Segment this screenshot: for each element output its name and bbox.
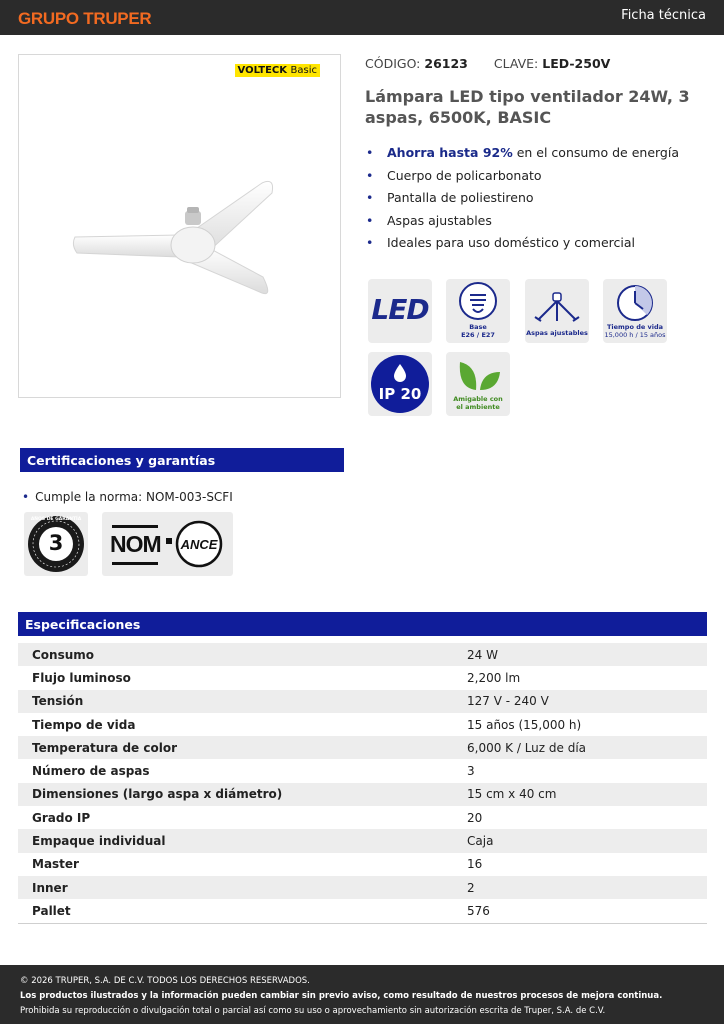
spec-row bbox=[18, 806, 707, 829]
spec-label: Flujo luminoso bbox=[32, 670, 131, 685]
spec-row bbox=[18, 783, 707, 806]
spec-label: Temperatura de color bbox=[18, 736, 453, 759]
spec-value: 127 V - 240 V bbox=[453, 690, 707, 713]
spec-value: 2,200 lm bbox=[467, 670, 521, 685]
nom-logo: NOM bbox=[110, 531, 161, 557]
clave-label: CLAVE: bbox=[493, 56, 539, 71]
brand-logo: GRUPO TRUPER bbox=[18, 9, 152, 28]
spec-row bbox=[18, 759, 707, 782]
feature-item: • Aspas ajustables bbox=[365, 213, 679, 236]
volteck-badge-sub: Basic bbox=[290, 65, 317, 76]
nom-ance-logos bbox=[102, 512, 233, 576]
spec-value: 15 cm x 40 cm bbox=[453, 783, 707, 806]
ficha-tecnica-label: Ficha técnica bbox=[621, 8, 706, 23]
feature-item: • Ahorra hasta 92% en el consumo de energía bbox=[365, 145, 679, 168]
feature-list bbox=[365, 145, 679, 258]
spec-value: 3 bbox=[467, 764, 475, 779]
volteck-badge bbox=[235, 64, 321, 77]
ip20-icon: IP 20 bbox=[368, 352, 432, 416]
spec-value: 16 bbox=[467, 857, 483, 872]
product-title: Lámpara LED tipo ventilador 24W, 3 aspas, 6500K, BASIC bbox=[365, 87, 690, 127]
lamp-image bbox=[67, 173, 287, 303]
led-icon: LED bbox=[368, 279, 432, 343]
spec-label: Tiempo de vida bbox=[32, 717, 136, 732]
spec-value: 2 bbox=[453, 876, 707, 899]
spec-row bbox=[18, 829, 707, 852]
footer-notice: Los productos ilustrados y la información pueden cambiar sin previo aviso, como resultado de nuestros procesos de mejora continua. bbox=[20, 991, 663, 1001]
spec-label: Pallet bbox=[32, 903, 71, 918]
spec-row bbox=[18, 690, 707, 713]
eco-leaf-icon: Amigable con el ambiente bbox=[446, 352, 510, 416]
spec-label: Dimensiones (largo aspa x diámetro) bbox=[18, 783, 453, 806]
feature-item: • Ideales para uso doméstico y comercial bbox=[365, 235, 679, 258]
spec-value: 24 W bbox=[453, 643, 707, 666]
spec-row bbox=[18, 876, 707, 899]
ance-logo: ANCE bbox=[180, 537, 218, 552]
specs-table bbox=[18, 643, 707, 923]
footer-legal: Prohibida su reproducción o divulgación total o parcial así como su uso o aprovechamiento sin autorización escrita de Truper, S.A. de C.V. bbox=[20, 1006, 606, 1016]
specs-bottom-divider bbox=[18, 923, 707, 924]
specs-header: Especificaciones bbox=[18, 612, 707, 636]
codigo-value: 26123 bbox=[424, 56, 468, 71]
spec-label: Grado IP bbox=[32, 810, 91, 825]
spec-row bbox=[18, 713, 707, 736]
product-photo bbox=[18, 54, 341, 398]
spec-row bbox=[18, 666, 707, 689]
lifetime-clock-icon: Tiempo de vida 15,000 h / 15 años bbox=[603, 279, 667, 343]
feature-item: • Cuerpo de policarbonato bbox=[365, 168, 679, 191]
spec-label: Consumo bbox=[18, 643, 453, 666]
spec-label: Número de aspas bbox=[32, 764, 150, 779]
top-bar bbox=[0, 0, 724, 35]
clave-value: LED-250V bbox=[542, 56, 611, 71]
spec-value: 20 bbox=[467, 810, 483, 825]
spec-label: Inner bbox=[18, 876, 453, 899]
spec-row bbox=[18, 899, 707, 922]
certifications-header: Certificaciones y garantías bbox=[20, 448, 344, 472]
spec-label: Empaque individual bbox=[18, 829, 453, 852]
volteck-badge-brand: VOLTECK bbox=[237, 65, 288, 76]
spec-label: Tensión bbox=[18, 690, 453, 713]
spec-label: Master bbox=[32, 857, 79, 872]
footer bbox=[0, 965, 724, 1024]
feature-item: • Pantalla de poliestireno bbox=[365, 190, 679, 213]
product-codes bbox=[365, 56, 610, 71]
codigo-label: CÓDIGO: bbox=[365, 56, 421, 71]
spec-value: Caja bbox=[453, 829, 707, 852]
adjustable-blades-icon: Aspas ajustables bbox=[525, 279, 589, 343]
norma-item: • Cumple la norma: NOM-003-SCFI bbox=[22, 490, 233, 504]
spec-row bbox=[18, 643, 707, 666]
warranty-years: 3 bbox=[48, 531, 64, 555]
spec-row bbox=[18, 736, 707, 759]
spec-row bbox=[18, 853, 707, 876]
footer-copyright: © 2026 TRUPER, S.A. DE C.V. TODOS LOS DERECHOS RESERVADOS. bbox=[20, 976, 310, 986]
spec-value: 15 años (15,000 h) bbox=[467, 717, 582, 732]
base-e26-e27-icon: Base E26 / E27 bbox=[446, 279, 510, 343]
warranty-text: AÑOS DE GARANTÍA bbox=[30, 517, 82, 522]
warranty-badge bbox=[24, 512, 88, 576]
spec-value: 6,000 K / Luz de día bbox=[453, 736, 707, 759]
spec-value: 576 bbox=[467, 903, 490, 918]
